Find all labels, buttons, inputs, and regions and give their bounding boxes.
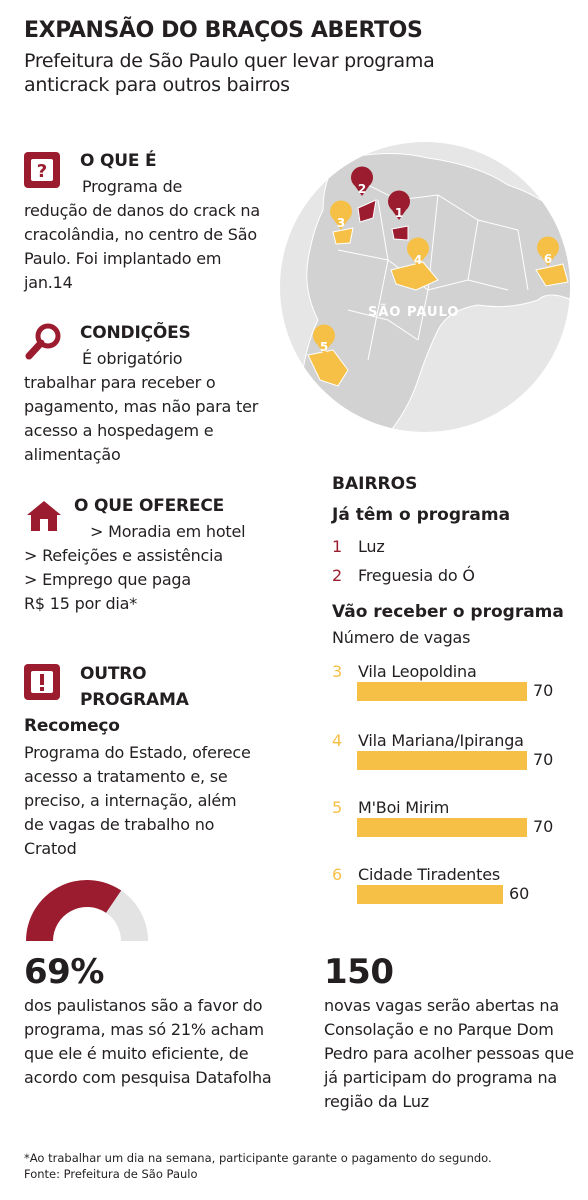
area-1 [392,226,408,240]
section-text-condicoes: trabalhar para receber o pagamento, mas não para ter acesso a hospedagem e alimentação [24,373,259,464]
vagas-bar [357,885,503,904]
bairros-will-sub: Número de vagas [332,628,471,647]
section-heading-outro: OUTRO [80,664,147,684]
list-item: 6 Cidade Tiradentes [332,865,500,884]
list-item: 3 Vila Leopoldina [332,662,477,681]
oferece-first-line: > Moradia em hotel [90,522,246,541]
vagas-value: 150 [324,952,394,992]
vagas-bar [357,818,527,837]
map [278,140,572,434]
page-title: EXPANSÃO DO BRAÇOS ABERTOS [24,18,423,43]
bairros-heading: BAIRROS [332,474,418,494]
vagas-value-label: 70 [533,681,554,700]
vagas-text: novas vagas serão abertas na Consolação e no Parque Dom Pedro para acolher pessoas que já participam do programa na região da Luz [324,996,574,1111]
section-first-line: É obrigatório [82,349,183,368]
svg-text:5: 5 [319,340,329,354]
map-city-label: SÃO PAULO [368,305,460,320]
exclamation-icon [24,664,60,700]
oferece-line: R$ 15 por dia* [24,594,138,613]
svg-text:6: 6 [543,252,553,266]
percent-value: 69% [24,952,104,992]
list-item: 1 Luz [332,537,385,556]
svg-text:3: 3 [336,216,346,230]
section-text-o-que-e: redução de danos do crack na cracolândia, no centro de São Paulo. Foi implantado em jan.14 [24,201,260,292]
bairros-have-heading: Já têm o programa [332,505,511,525]
list-item: 4 Vila Mariana/Ipiranga [332,731,524,750]
section-heading-oferece: O QUE OFERECE [74,496,225,516]
oferece-line: > Refeições e assistência [24,546,224,565]
oferece-line: > Emprego que paga [24,570,191,589]
svg-text:4: 4 [413,253,423,267]
footer-note: *Ao trabalhar um dia na semana, participante garante o pagamento do segundo. [24,1151,492,1165]
house-icon [24,498,64,534]
percent-gauge [24,878,150,942]
list-item: 5 M'Boi Mirim [332,798,450,817]
vagas-value-label: 60 [509,884,530,903]
page-subtitle: Prefeitura de São Paulo quer levar programa anticrack para outros bairros [24,50,435,96]
magnifier-icon [24,322,64,362]
question-icon [24,152,60,188]
section-heading-o-que-e: O QUE É [80,151,157,171]
footer-source: Fonte: Prefeitura de São Paulo [24,1167,198,1181]
svg-text:1: 1 [394,206,404,220]
svg-text:?: ? [36,161,48,182]
svg-text:2: 2 [357,182,367,196]
vagas-bar [357,751,527,770]
section-heading-programa: PROGRAMA [80,690,189,710]
section-heading-condicoes: CONDIÇÕES [80,323,191,343]
bairros-will-heading: Vão receber o programa [332,602,564,622]
vagas-value-label: 70 [533,750,554,769]
list-item: 2 Freguesia do Ó [332,566,475,585]
section-subheading: Recomeço [24,716,120,736]
vagas-bar [357,682,527,701]
percent-text: dos paulistanos são a favor do programa, mas só 21% acham que ele é muito eficiente, de acordo com pesquisa Datafolha [24,996,272,1087]
section-text-outro: Programa do Estado, oferece acesso a tratamento e, se preciso, a internação, além de vagas de trabalho no Cratod [24,743,251,858]
vagas-value-label: 70 [533,817,554,836]
gauge-fill [26,880,121,941]
section-first-line: Programa de [82,177,183,196]
